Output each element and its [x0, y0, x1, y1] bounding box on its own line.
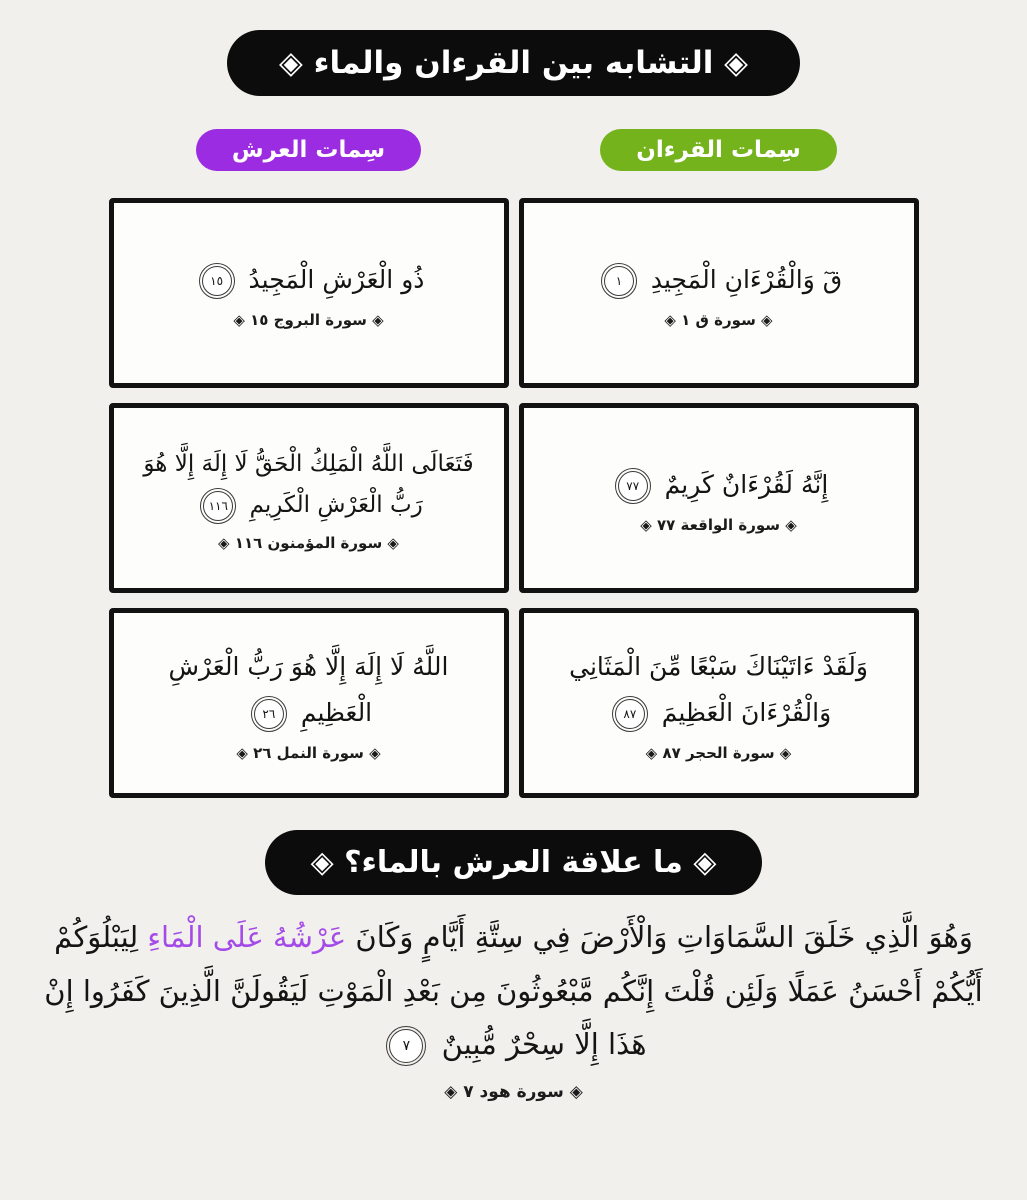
footer-verse-text-after: لِيَبْلُوَكُمْ أَيُّكُمْ أَحْسَنُ عَمَلًا وَلَئِن قُلْتَ إِنَّكُم مَّبْعُوثُونَ مِن بَعْدِ الْمَوْتِ لَيَقُولَنَّ الَّذِينَ كَفَرُوا إِنْ هَذَا إِلَّا سِحْرٌ مُّبِينٌ — [44, 920, 983, 1062]
verse-source: ◈ سورة النمل ٢٦ ◈ — [236, 744, 381, 763]
ayah-number-marker: ١١٦ — [203, 491, 233, 521]
verse-card-qaf-1 — [519, 198, 919, 388]
verse-card-waqia-77 — [519, 403, 919, 593]
footer-verse-text-before: وَهُوَ الَّذِي خَلَقَ السَّمَاوَاتِ وَالْأَرْضَ فِي سِتَّةِ أَيَّامٍ وَكَانَ — [346, 920, 973, 954]
verse-text — [595, 257, 842, 303]
verse-words: قٓ وَالْقُرْءَانِ الْمَجِيدِ — [650, 264, 843, 294]
verse-card-muminun-116 — [109, 403, 509, 593]
ayah-number-marker: ٢٦ — [254, 699, 284, 729]
verse-source: ◈ سورة ق ١ ◈ — [664, 311, 773, 330]
footer-ayah-number-marker: ٧ — [389, 1029, 423, 1063]
verse-text — [132, 644, 486, 737]
ayah-number-marker: ١٥ — [202, 266, 232, 296]
verse-words: وَلَقَدْ ءَاتَيْنَاكَ سَبْعًا مِّنَ الْمَثَانِي وَالْقُرْءَانَ الْعَظِيمَ — [569, 651, 868, 727]
ayah-number-marker: ٨٧ — [615, 699, 645, 729]
verse-source: ◈ سورة البروج ١٥ ◈ — [233, 311, 384, 330]
page-title: ◈ التشابه بين القرءان والماء ◈ — [227, 30, 800, 96]
footer-verse-highlight: عَرْشُهُ عَلَى الْمَاءِ — [147, 920, 347, 954]
verse-card-buruj-15 — [109, 198, 509, 388]
verse-card-naml-26 — [109, 608, 509, 798]
verse-text — [193, 257, 425, 303]
verse-words: ذُو الْعَرْشِ الْمَجِيدُ — [248, 264, 425, 294]
ayah-number-marker: ١ — [604, 266, 634, 296]
verse-text — [609, 462, 829, 508]
verse-source: ◈ سورة الحجر ٨٧ ◈ — [645, 744, 792, 763]
footer-verse — [34, 911, 994, 1072]
verse-words: إِنَّهُ لَقُرْءَانٌ كَرِيمٌ — [664, 469, 829, 499]
verse-source: ◈ سورة الواقعة ٧٧ ◈ — [640, 516, 797, 535]
verse-cards-grid — [109, 198, 919, 798]
verse-text — [542, 644, 896, 737]
verse-card-hijr-87 — [519, 608, 919, 798]
verse-text — [132, 444, 486, 527]
quran-column-header: سِمات القرءان — [600, 129, 836, 171]
verse-words: فَتَعَالَى اللَّهُ الْمَلِكُ الْحَقُّ لَا إِلَهَ إِلَّا هُوَ رَبُّ الْعَرْشِ الْكَرِيمِ — [143, 450, 474, 518]
ayah-number-marker: ٧٧ — [618, 471, 648, 501]
footer-verse-source: ◈ سورة هود ٧ ◈ — [444, 1081, 583, 1102]
throne-column-header: سِمات العرش — [196, 129, 421, 171]
column-headers — [109, 129, 919, 171]
question-title: ◈ ما علاقة العرش بالماء؟ ◈ — [265, 830, 763, 895]
verse-source: ◈ سورة المؤمنون ١١٦ ◈ — [218, 534, 399, 553]
verse-words: اللَّهُ لَا إِلَهَ إِلَّا هُوَ رَبُّ الْعَرْشِ الْعَظِيمِ — [168, 651, 449, 727]
